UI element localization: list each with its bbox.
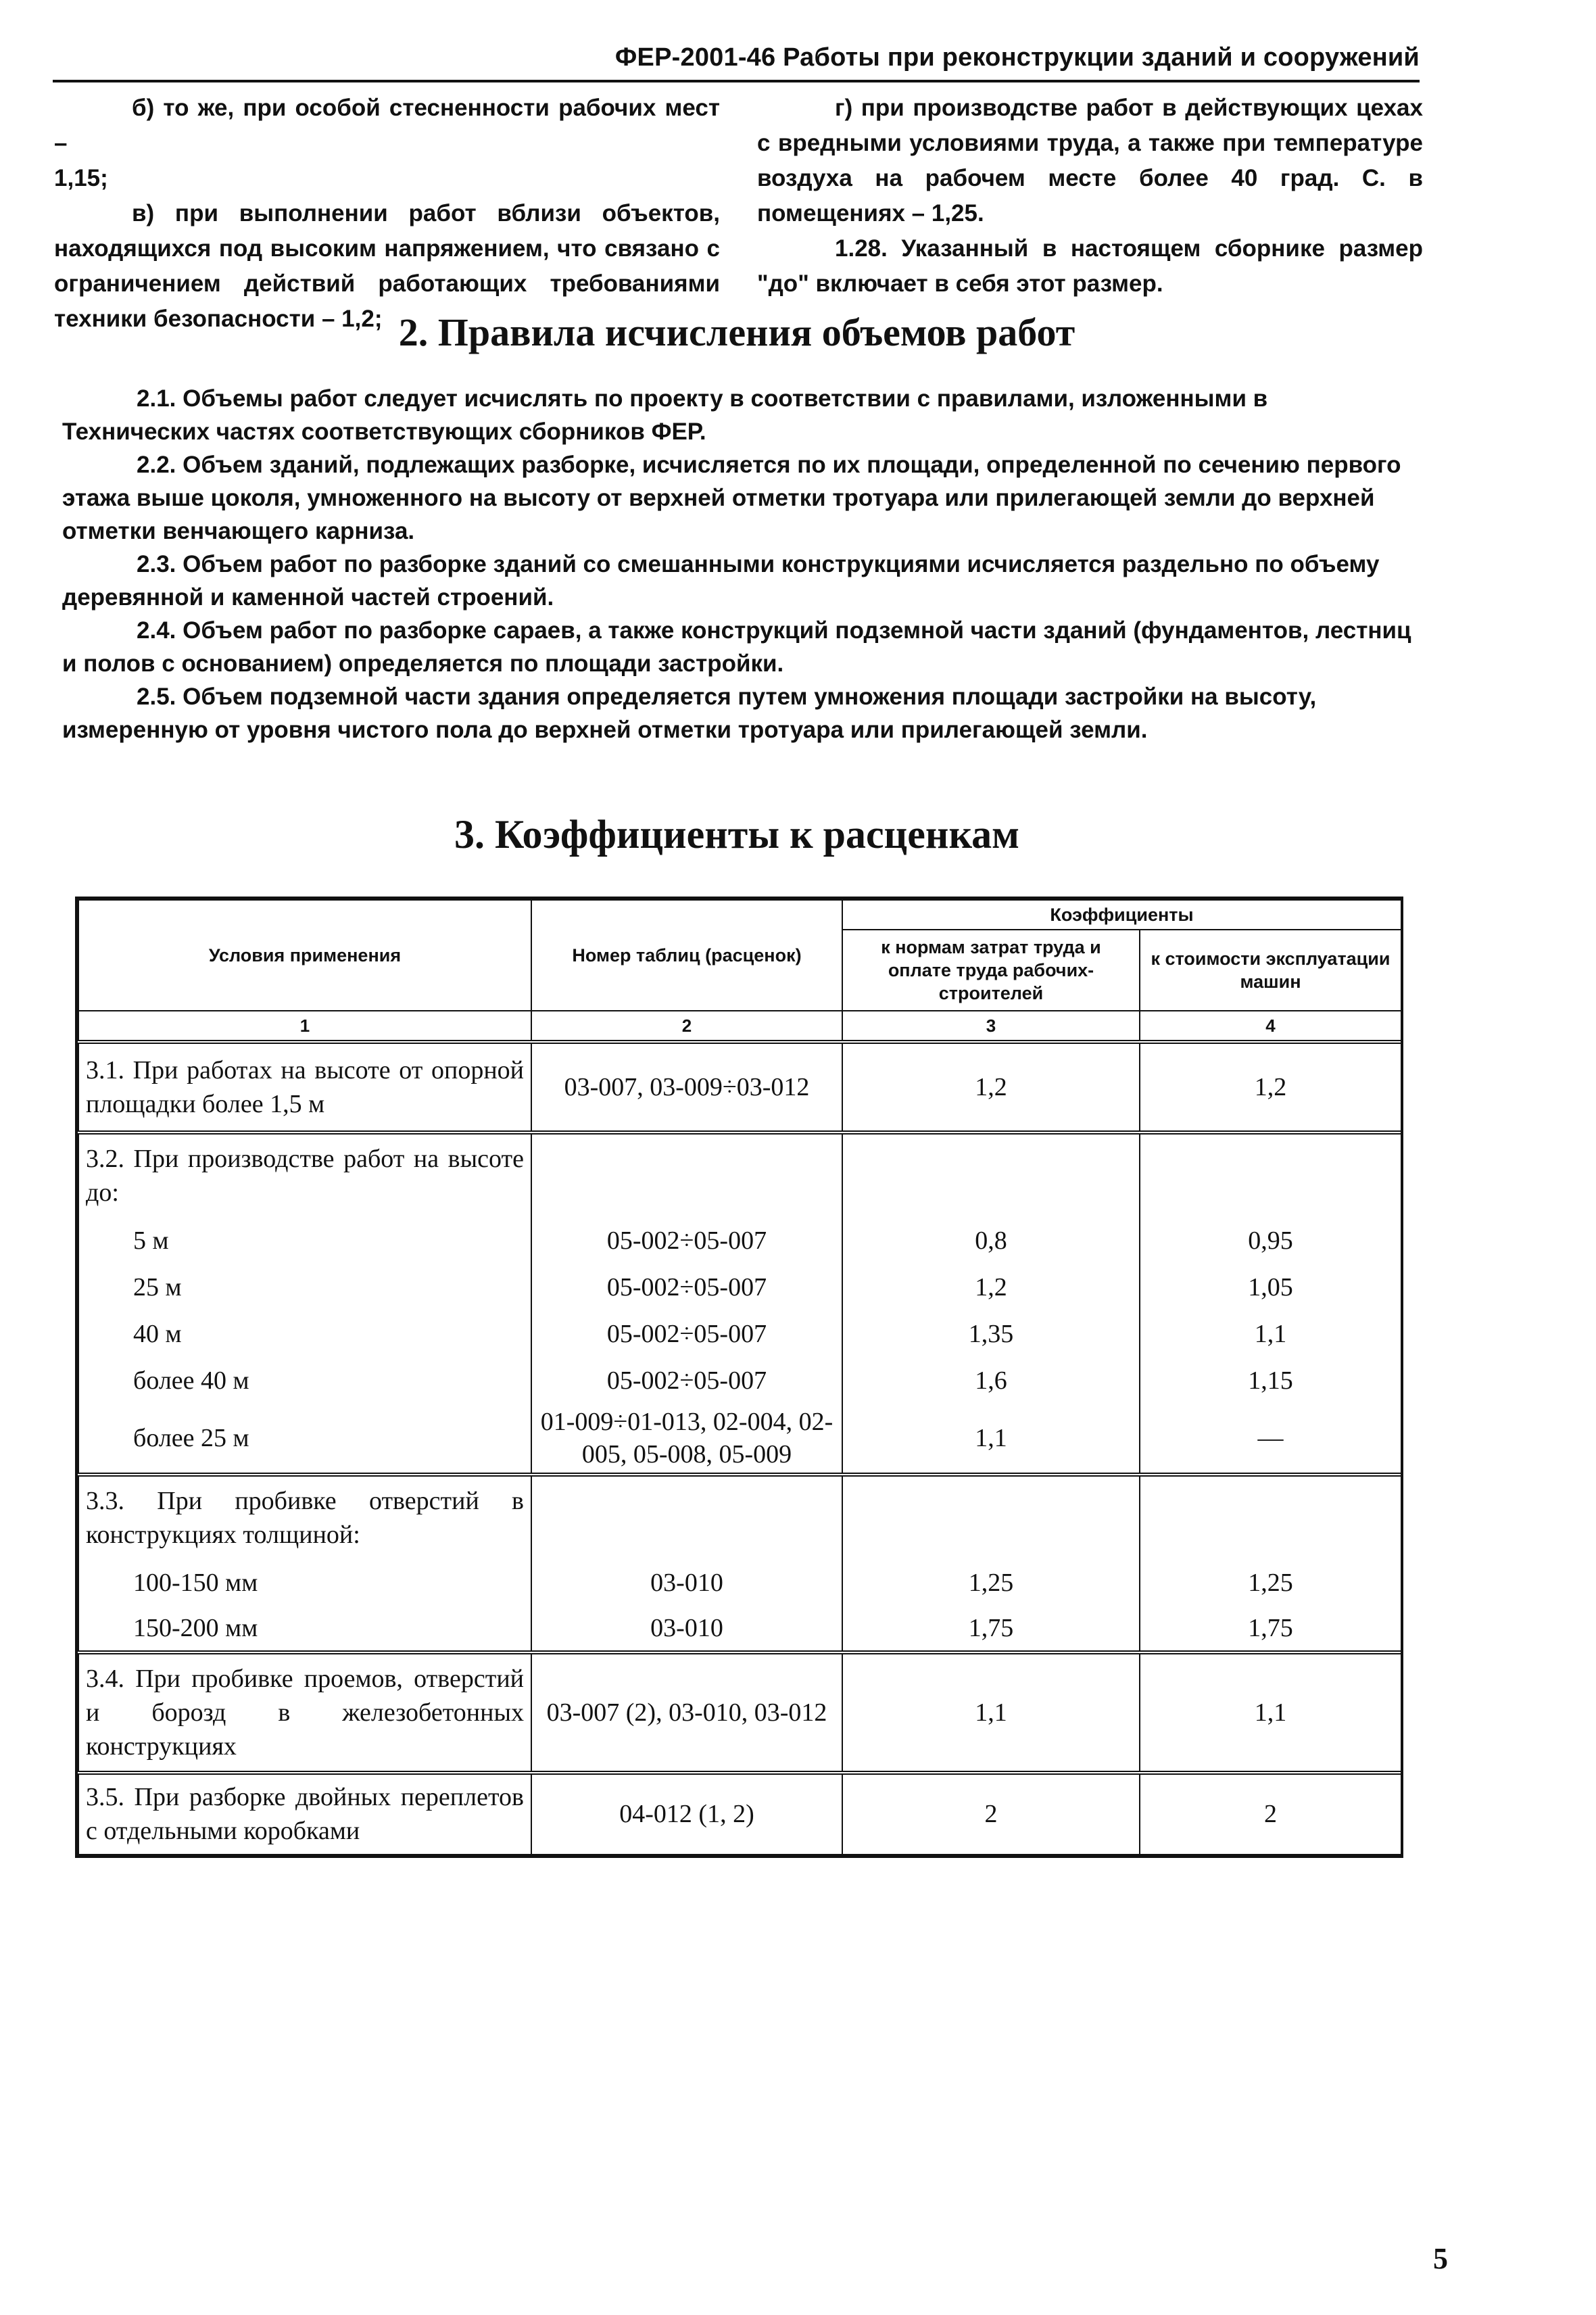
row-tables: 04-012 (1, 2) [531, 1773, 842, 1855]
row-tables: 05-002÷05-007 [531, 1310, 842, 1357]
intro-item-g: г) при производстве работ в действующих цехах с вредными условиями труда, а также при температуре воздуха на рабочем месте более 40 град. С. в помещениях – 1,25. [757, 95, 1423, 226]
page-number: 5 [1433, 2242, 1448, 2275]
row-condition: 40 м [78, 1310, 531, 1357]
row-coef-machines [1140, 1132, 1401, 1217]
row-coef-machines: 1,2 [1140, 1042, 1401, 1132]
rule-2-5: 2.5. Объем подземной части здания определяется путем умножения площади застройки на высоту, измеренную от уровня чистого пола до верхней отметки тротуара или прилегающей земли. [62, 684, 1317, 743]
row-coef-labor: 1,75 [842, 1606, 1140, 1652]
row-condition: более 40 м [78, 1357, 531, 1404]
row-coef-machines: 1,75 [1140, 1606, 1401, 1652]
row-coef-labor: 0,8 [842, 1217, 1140, 1264]
row-tables: 03-007, 03-009÷03-012 [531, 1042, 842, 1132]
row-tables [531, 1475, 842, 1559]
row-coef-labor [842, 1475, 1140, 1559]
intro-item-b: б) то же, при особой стесненности рабочих мест – [54, 95, 720, 156]
section-2-title: 2. Правила исчисления объемов работ [398, 310, 1075, 354]
row-coef-machines: 1,25 [1140, 1559, 1401, 1606]
row-tables: 03-007 (2), 03-010, 03-012 [531, 1652, 842, 1773]
page-header [53, 39, 1420, 82]
header-machines-coef: к стоимости эксплуатации машин [1140, 930, 1401, 1011]
table-row [78, 1404, 1401, 1475]
coefficients-table [75, 897, 1403, 1858]
col-number-4: 4 [1140, 1011, 1401, 1042]
header-coefficients: Коэффициенты [842, 900, 1401, 930]
row-coef-machines: — [1140, 1404, 1401, 1475]
row-coef-labor [842, 1132, 1140, 1217]
row-coef-labor: 2 [842, 1773, 1140, 1855]
row-condition: 150-200 мм [78, 1606, 531, 1652]
header-table-numbers: Номер таблиц (расценок) [531, 900, 842, 1011]
intro-item-v: в) при выполнении работ вблизи объектов, находящихся под высоким напряжением, что связано с ограничением действий работающих требованиями техники безопасности – 1,2; [54, 200, 720, 332]
row-tables: 05-002÷05-007 [531, 1357, 842, 1404]
rule-2-1: 2.1. Объемы работ следует исчислять по проекту в соответствии с правилами, изложенными в Технических частях соответствующих сборников ФЕР. [62, 385, 1268, 445]
row-condition: 3.2. При производстве работ на высоте до: [78, 1132, 531, 1217]
row-coef-machines [1140, 1475, 1401, 1559]
header-labor-coef: к нормам затрат труда и оплате труда рабочих-строителей [842, 930, 1140, 1011]
row-coef-labor: 1,6 [842, 1357, 1140, 1404]
row-tables: 03-010 [531, 1559, 842, 1606]
table-row [78, 1559, 1401, 1606]
row-condition: 3.5. При разборке двойных переплетов с отдельными коробками [78, 1773, 531, 1855]
section-3-title: 3. Коэффициенты к расценкам [454, 812, 1019, 857]
intro-left-column [54, 91, 720, 337]
col-number-3: 3 [842, 1011, 1140, 1042]
rule-2-3: 2.3. Объем работ по разборке зданий со смешанными конструкциями исчисляется раздельно по объему деревянной и каменной частей строений. [62, 551, 1380, 611]
header-rule [53, 80, 1420, 82]
row-coef-labor: 1,2 [842, 1264, 1140, 1310]
row-coef-machines: 1,15 [1140, 1357, 1401, 1404]
row-condition: 100-150 мм [78, 1559, 531, 1606]
table-row [78, 1606, 1401, 1652]
row-coef-machines: 2 [1140, 1773, 1401, 1855]
table-row [78, 1217, 1401, 1264]
row-tables: 05-002÷05-007 [531, 1264, 842, 1310]
col-number-1: 1 [78, 1011, 531, 1042]
intro-item-b-value: 1,15; [54, 165, 108, 191]
table-row [78, 1264, 1401, 1310]
table-row [78, 1042, 1401, 1132]
row-tables: 05-002÷05-007 [531, 1217, 842, 1264]
row-condition: 5 м [78, 1217, 531, 1264]
row-coef-labor: 1,35 [842, 1310, 1140, 1357]
col-number-2: 2 [531, 1011, 842, 1042]
row-coef-machines: 1,1 [1140, 1310, 1401, 1357]
row-tables [531, 1132, 842, 1217]
row-condition: 25 м [78, 1264, 531, 1310]
intro-right-column [757, 91, 1423, 302]
row-coef-labor: 1,25 [842, 1559, 1140, 1606]
table-row [78, 1773, 1401, 1855]
intro-item-1-28: 1.28. Указанный в настоящем сборнике размер "до" включает в себя этот размер. [757, 235, 1423, 297]
table-row [78, 1652, 1401, 1773]
row-tables: 03-010 [531, 1606, 842, 1652]
row-condition: 3.3. При пробивке отверстий в конструкциях толщиной: [78, 1475, 531, 1559]
row-coef-labor: 1,2 [842, 1042, 1140, 1132]
table-row [78, 1310, 1401, 1357]
row-coef-labor: 1,1 [842, 1652, 1140, 1773]
row-coef-machines: 1,1 [1140, 1652, 1401, 1773]
header-conditions: Условия применения [78, 900, 531, 1011]
row-coef-machines: 1,05 [1140, 1264, 1401, 1310]
row-condition: 3.4. При пробивке проемов, отверстий и борозд в железобетонных конструкциях [78, 1652, 531, 1773]
rule-2-2: 2.2. Объем зданий, подлежащих разборке, исчисляется по их площади, определенной по сечению первого этажа выше цоколя, умноженного на высоту от верхней отметки тротуара или прилегающей земли до верхней отметки венчающего карниза. [62, 452, 1401, 544]
table-row [78, 1357, 1401, 1404]
table-row [78, 1132, 1401, 1217]
row-coef-machines: 0,95 [1140, 1217, 1401, 1264]
row-coef-labor: 1,1 [842, 1404, 1140, 1475]
row-tables: 01-009÷01-013, 02-004, 02-005, 05-008, 05-009 [531, 1404, 842, 1475]
section-2-body [62, 382, 1414, 746]
header-title: ФЕР-2001-46 Работы при реконструкции зданий и сооружений [614, 43, 1420, 72]
row-condition: более 25 м [78, 1404, 531, 1475]
coefficients-grid [78, 899, 1402, 1855]
row-condition: 3.1. При работах на высоте от опорной площадки более 1,5 м [78, 1042, 531, 1132]
rule-2-4: 2.4. Объем работ по разборке сараев, а также конструкций подземной части зданий (фундаментов, лестниц и полов с основанием) определяется по площади застройки. [62, 617, 1411, 677]
table-row [78, 1475, 1401, 1559]
